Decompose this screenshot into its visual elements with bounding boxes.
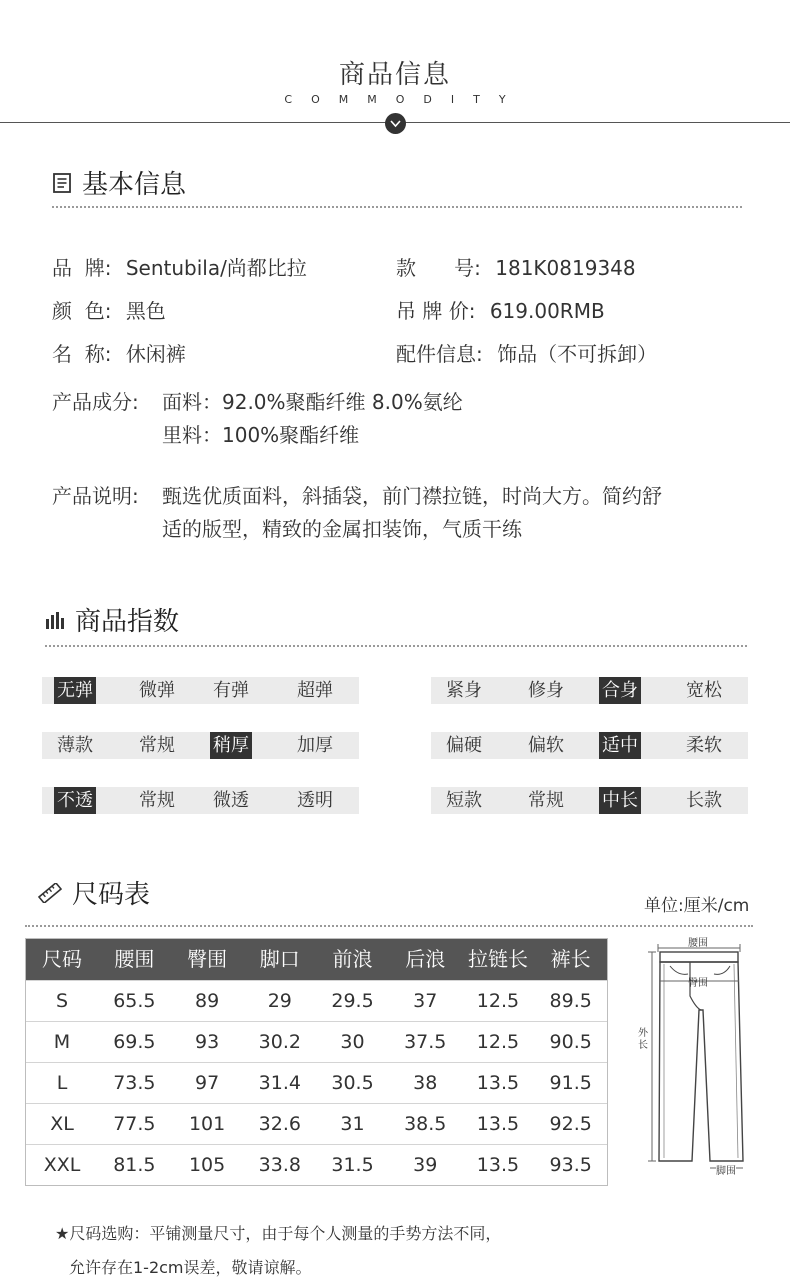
index-group [42, 677, 359, 704]
index-option-selected: 无弹 [54, 677, 96, 704]
table-cell: 13.5 [476, 1113, 520, 1135]
table-cell: 97 [194, 1072, 220, 1094]
index-option-selected: 适中 [599, 732, 641, 759]
table-cell: 93 [194, 1031, 220, 1053]
table-cell: 12.5 [476, 1031, 520, 1053]
table-cell: 65.5 [113, 990, 156, 1012]
table-header-row [26, 939, 607, 980]
style-row [396, 252, 636, 281]
table-header-cell: 尺码 [42, 947, 82, 971]
pants-diagram [630, 936, 755, 1176]
price-value: 619.00RMB [489, 299, 605, 323]
brand-row [52, 252, 307, 281]
accessory-row [396, 338, 657, 367]
style-label: 款 号: [396, 256, 481, 280]
document-icon [52, 172, 72, 194]
diagram-hip-label: 臀围 [688, 978, 708, 989]
index-option: 透明 [297, 790, 333, 811]
index-option: 紧身 [446, 680, 482, 701]
table-cell: 31.5 [331, 1154, 374, 1176]
basic-info-section-title [52, 164, 186, 201]
dotted-divider [45, 645, 747, 647]
composition-line-2: 里料：100%聚酯纤维 [162, 423, 360, 447]
unit-label: 单位:厘米/cm [644, 896, 750, 916]
indices-section-title [45, 601, 179, 638]
table-cell: 31 [340, 1113, 365, 1135]
table-cell: 73.5 [113, 1072, 156, 1094]
pants-outline-icon [630, 936, 755, 1176]
description-line-2: 适的版型，精致的金属扣装饰，气质干练 [162, 517, 522, 541]
table-cell: 38 [413, 1072, 438, 1094]
table-cell: 13.5 [476, 1154, 520, 1176]
index-option: 长款 [686, 790, 722, 811]
table-cell: 37 [413, 990, 438, 1012]
table-row [26, 1021, 607, 1062]
index-group [431, 732, 748, 759]
table-header-cell: 脚口 [259, 947, 300, 971]
table-cell: 31.4 [258, 1072, 301, 1094]
size-title: 尺码表 [72, 880, 151, 910]
index-option: 常规 [139, 735, 175, 756]
basic-info-title: 基本信息 [82, 170, 187, 200]
table-cell: 92.5 [549, 1113, 592, 1135]
page-subtitle: COMMODITY [284, 93, 525, 106]
page-title: 商品信息 [338, 60, 451, 90]
accessory-value: 饰品（不可拆卸） [497, 342, 658, 366]
table-row [26, 1062, 607, 1103]
table-header-cell: 前浪 [332, 947, 373, 971]
table-cell: M [53, 1031, 71, 1053]
note-line-1: ★尺码选购：平铺测量尺寸，由于每个人测量的手势方法不同， [55, 1224, 502, 1243]
table-cell: 13.5 [476, 1072, 520, 1094]
table-cell: 30.5 [331, 1072, 374, 1094]
table-cell: 105 [188, 1154, 226, 1176]
price-label: 吊 牌 价: [396, 299, 476, 323]
index-option-selected: 中长 [599, 787, 641, 814]
price-row [396, 295, 605, 324]
table-cell: L [56, 1072, 68, 1094]
diagram-hem-label: 脚围 [716, 1162, 736, 1177]
color-value: 黑色 [125, 299, 166, 323]
composition-line-1: 面料：92.0%聚酯纤维 8.0%氨纶 [162, 390, 463, 414]
note-line-2: 允许存在1-2cm误差，敬请谅解。 [69, 1258, 312, 1277]
table-cell: 30.2 [258, 1031, 301, 1053]
index-option: 偏硬 [446, 735, 482, 756]
table-cell: 37.5 [404, 1031, 447, 1053]
index-option: 宽松 [686, 680, 722, 701]
index-group [42, 787, 359, 814]
table-cell: 38.5 [404, 1113, 447, 1135]
index-option: 微弹 [139, 680, 175, 701]
description-label: 产品说明: [52, 484, 139, 508]
table-cell: 33.8 [258, 1154, 301, 1176]
index-option: 微透 [213, 790, 249, 811]
description-line-1: 甄选优质面料，斜插袋，前门襟拉链，时尚大方。简约舒 [162, 484, 662, 508]
accessory-label: 配件信息: [396, 342, 483, 366]
size-table [25, 938, 608, 1186]
table-cell: 69.5 [113, 1031, 156, 1053]
table-cell: XL [50, 1113, 74, 1135]
table-cell: XXL [43, 1154, 81, 1176]
index-option: 柔软 [686, 735, 722, 756]
name-label: 名 称: [52, 342, 112, 366]
index-option: 修身 [528, 680, 564, 701]
table-cell: 30 [340, 1031, 365, 1053]
index-option: 超弹 [297, 680, 333, 701]
diagram-waist-label: 腰围 [688, 938, 708, 949]
index-option: 短款 [446, 790, 482, 811]
table-cell: 12.5 [476, 990, 520, 1012]
table-header-cell: 臀围 [187, 947, 228, 971]
name-value: 休闲裤 [125, 342, 186, 366]
table-cell: 101 [188, 1113, 226, 1135]
table-header-cell: 后浪 [405, 947, 446, 971]
index-option: 薄款 [57, 735, 93, 756]
table-cell: 81.5 [113, 1154, 156, 1176]
index-option: 偏软 [528, 735, 564, 756]
index-option: 常规 [528, 790, 564, 811]
dotted-divider [25, 925, 753, 927]
table-cell: 90.5 [549, 1031, 592, 1053]
table-cell: S [55, 990, 69, 1012]
table-cell: 29.5 [331, 990, 374, 1012]
brand-label: 品 牌: [52, 256, 112, 280]
index-option-selected: 稍厚 [210, 732, 252, 759]
indices-title: 商品指数 [75, 607, 180, 637]
table-row [26, 1103, 607, 1144]
table-cell: 77.5 [113, 1113, 156, 1135]
dotted-divider [52, 206, 742, 208]
table-cell: 89 [194, 990, 220, 1012]
index-group [431, 677, 748, 704]
index-option: 有弹 [213, 680, 249, 701]
index-option-selected: 合身 [599, 677, 641, 704]
color-row [52, 295, 166, 324]
composition-label: 产品成分: [52, 390, 139, 414]
size-section-title [38, 874, 150, 911]
index-group [431, 787, 748, 814]
table-cell: 39 [413, 1154, 438, 1176]
table-cell: 93.5 [549, 1154, 592, 1176]
diagram-outseam-label: 外长 [638, 1028, 648, 1051]
index-option-selected: 不透 [54, 787, 96, 814]
name-row [52, 338, 186, 367]
table-header-cell: 裤长 [550, 947, 591, 971]
table-cell: 91.5 [549, 1072, 592, 1094]
index-option: 常规 [139, 790, 175, 811]
table-header-cell: 腰围 [114, 947, 155, 971]
table-row [26, 1144, 607, 1185]
table-cell: 29 [267, 990, 292, 1012]
style-value: 181K0819348 [495, 256, 636, 280]
brand-value: Sentubila/尚都比拉 [125, 256, 307, 280]
index-group [42, 732, 359, 759]
table-cell: 32.6 [258, 1113, 301, 1135]
table-header-cell: 拉链长 [467, 947, 528, 971]
color-label: 颜 色: [52, 299, 112, 323]
bar-chart-icon [45, 611, 65, 629]
table-row [26, 980, 607, 1021]
index-option: 加厚 [297, 735, 333, 756]
chevron-down-icon [385, 113, 406, 134]
ruler-icon [38, 883, 62, 903]
table-cell: 89.5 [549, 990, 592, 1012]
